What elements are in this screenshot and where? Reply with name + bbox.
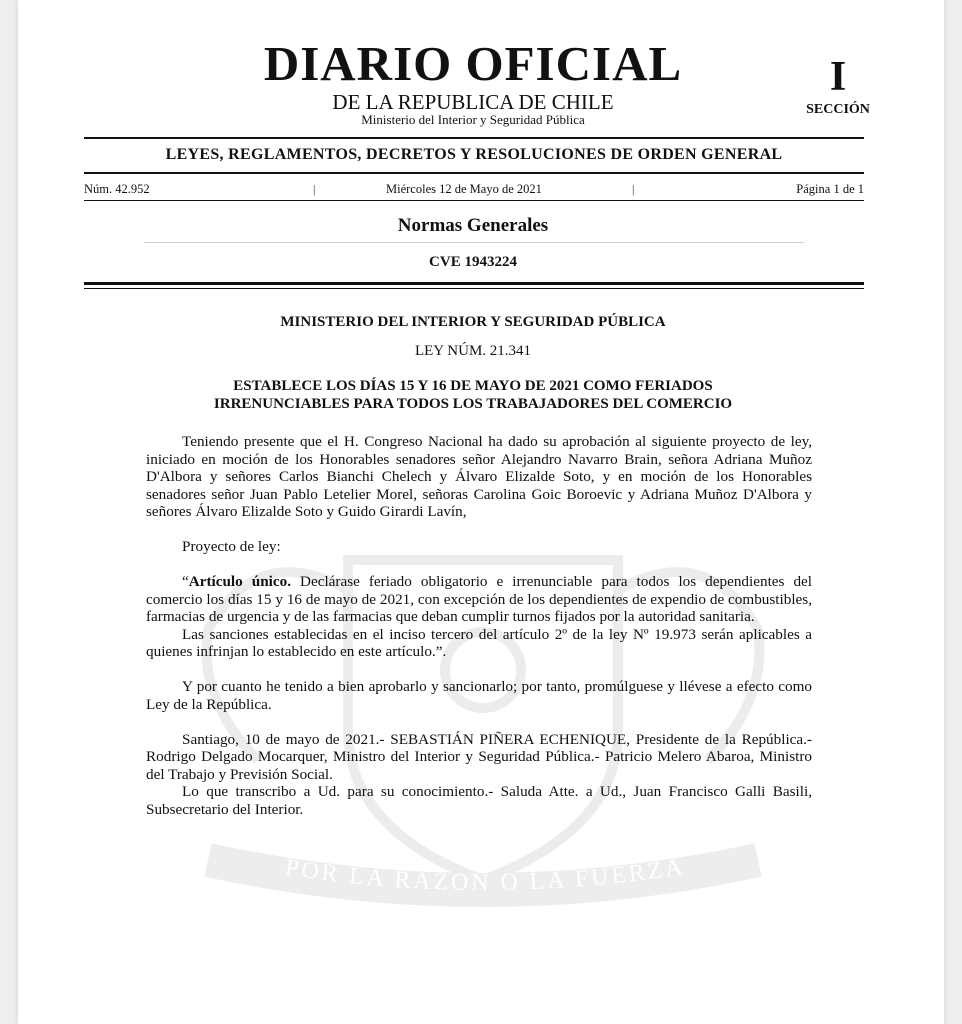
gazette-ministry: Ministerio del Interior y Seguridad Pública xyxy=(361,112,585,127)
section-number: I xyxy=(829,54,847,100)
sanctions-paragraph: Las sanciones establecidas en el inciso tercero del artículo 2º de la ley Nº 19.973 serán aplicables a quienes infrinjan lo establecido en este artículo.”. xyxy=(146,625,812,660)
rule-double-bottom xyxy=(84,288,864,289)
closing-paragraph: Lo que transcribo a Ud. para su conocimiento.- Saluda Atte. a Ud., Juan Francisco Galli Basili, Subsecretario del Interior. xyxy=(146,783,812,818)
section-label: SECCIÓN xyxy=(806,102,870,117)
proyecto-label: Proyecto de ley: xyxy=(182,538,281,555)
gazette-page xyxy=(18,0,944,1024)
promulgation-paragraph: Y por cuanto he tenido a bien aprobarlo y sancionarlo; por tanto, promúlguese y llévese a efecto como Ley de la República. xyxy=(146,678,812,713)
rule-soft xyxy=(144,242,804,243)
article-text: Declárase feriado obligatorio e irrenunciable para todos los dependientes del comercio los días 15 y 16 de mayo de 2021, con excepción de los dependientes de expendio de combustibles, farmacias de urgencia y de las farmacias que deban cumplir turnos fijados por la autoridad sanitaria. xyxy=(146,573,813,625)
law-title xyxy=(158,377,788,413)
law-title-line-2: IRRENUNCIABLES PARA TODOS LOS TRABAJADORES DEL COMERCIO xyxy=(213,396,733,412)
cve-code: CVE 1943224 xyxy=(429,254,517,270)
meta-separator-left: | xyxy=(313,182,316,196)
issue-number: Núm. 42.952 xyxy=(84,182,150,196)
rule-meta-bottom xyxy=(84,200,864,201)
law-number: LEY NÚM. 21.341 xyxy=(414,343,532,359)
gazette-subtitle: DE LA REPUBLICA DE CHILE xyxy=(332,90,614,114)
article-open-quote: “ xyxy=(182,573,189,590)
meta-separator-right: | xyxy=(632,182,635,196)
signatures-paragraph: Santiago, 10 de mayo de 2021.- SEBASTIÁN PIÑERA ECHENIQUE, Presidente de la República.- Rodrigo Delgado Mocarquer, Ministro del Interior y Seguridad Pública.- Patricio Melero Abaroa, Ministro del Trabajo y Previsión Social. xyxy=(146,730,812,783)
issue-date: Miércoles 12 de Mayo de 2021 xyxy=(386,182,542,196)
gazette-title: DIARIO OFICIAL xyxy=(263,36,683,91)
article-label: Artículo único. xyxy=(188,573,291,590)
intro-paragraph: Teniendo presente que el H. Congreso Nacional ha dado su aprobación al siguiente proyecto de ley, iniciado en moción de los Honorables senadores señor Alejandro Navarro Brain, señora Adriana Muñoz D'Albora y señores Carlos Bianchi Chelech y Álvaro Elizalde Soto, y en moción de los Honorables senadores señor Juan Pablo Letelier Morel, señoras Carolina Goic Boroevic y Adriana Muñoz D'Albora y señores Álvaro Elizalde Soto y Guido Girardi Lavín, xyxy=(146,433,812,520)
watermark-motto: POR LA RAZON O LA FUERZA xyxy=(283,853,688,897)
band-title: LEYES, REGLAMENTOS, DECRETOS Y RESOLUCIONES DE ORDEN GENERAL xyxy=(165,146,783,163)
rule-double-top xyxy=(84,282,864,285)
issuing-ministry: MINISTERIO DEL INTERIOR Y SEGURIDAD PÚBLICA xyxy=(280,314,666,330)
rule-band-bottom xyxy=(84,172,864,174)
law-body xyxy=(146,433,812,818)
law-title-line-1: ESTABLECE LOS DÍAS 15 Y 16 DE MAYO DE 2021 COMO FERIADOS xyxy=(233,378,713,394)
section-heading: Normas Generales xyxy=(397,215,549,236)
article-paragraph xyxy=(146,573,812,626)
rule-top xyxy=(84,137,864,139)
page-indicator: Página 1 de 1 xyxy=(796,182,864,196)
